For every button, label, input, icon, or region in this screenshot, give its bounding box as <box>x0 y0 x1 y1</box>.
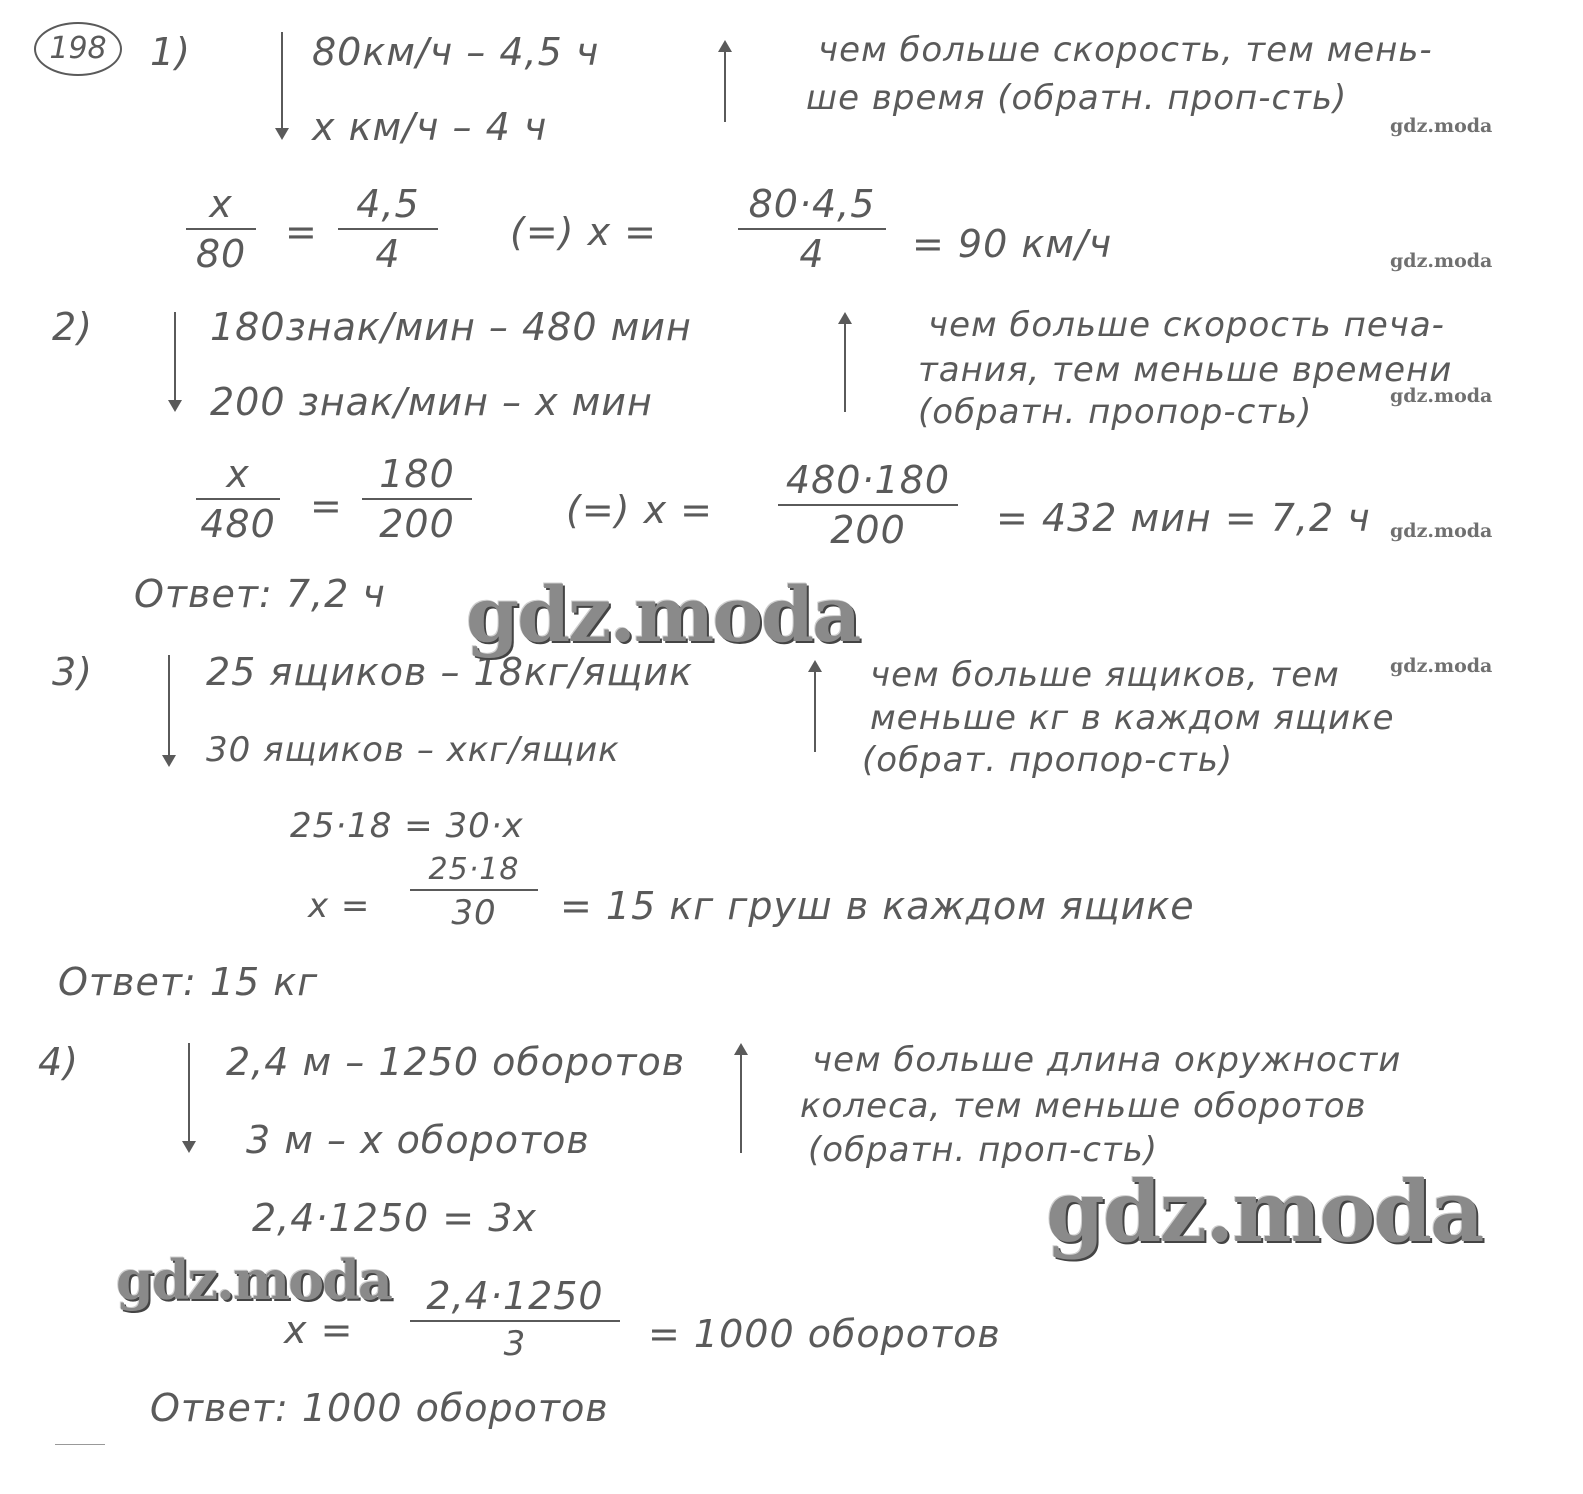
problem-number-badge: 198 <box>34 22 122 76</box>
part-2-row-1: 180знак/мин – 480 мин <box>210 305 692 349</box>
watermark-large: gdz.moda <box>466 570 860 659</box>
part-1-iff: (=) х = <box>510 210 657 254</box>
part-3-note-line-1: чем больше ящиков, тем <box>870 655 1340 695</box>
part-2-fraction-mid: 180 200 <box>362 452 472 546</box>
part-2-note-line-3: (обратн. пропор-сть) <box>918 392 1313 432</box>
part-3-answer: Ответ: 15 кг <box>58 960 319 1004</box>
part-4-answer: Ответ: 1000 оборотов <box>150 1386 609 1430</box>
divider <box>55 1444 105 1445</box>
down-arrow-icon <box>182 1043 196 1153</box>
part-3-fraction-result: 25·18 30 <box>410 852 538 933</box>
part-1-label: 1) <box>150 30 192 74</box>
watermark-small: gdz.moda <box>1390 115 1493 137</box>
part-3-result: = 15 кг груш в каждом ящике <box>560 884 1195 928</box>
watermark-small: gdz.moda <box>1390 385 1493 407</box>
part-4-row-1: 2,4 м – 1250 оборотов <box>226 1040 686 1084</box>
part-2-iff: (=) х = <box>566 488 713 532</box>
part-2-note-line-2: тания, тем меньше времени <box>918 350 1453 390</box>
down-arrow-icon <box>162 655 176 767</box>
part-2-note-line-1: чем больше скорость печа- <box>928 305 1445 345</box>
part-4-result: = 1000 оборотов <box>648 1312 1001 1356</box>
part-3-row-2: 30 ящиков – хкг/ящик <box>206 730 620 770</box>
part-1-note-line-1: чем больше скорость, тем мень- <box>818 30 1433 70</box>
part-2-fraction-result: 480·180 200 <box>778 458 958 552</box>
part-1-fraction-lhs: х 80 <box>186 182 256 276</box>
equals-sign: = <box>285 210 318 254</box>
part-1-row-1: 80км/ч – 4,5 ч <box>312 30 600 74</box>
equals-sign: = <box>310 484 343 528</box>
part-3-note-line-3: (обрат. пропор-сть) <box>862 740 1234 780</box>
part-4-x-prefix: х = <box>284 1308 354 1352</box>
up-arrow-icon <box>808 660 822 752</box>
part-1-fraction-mid: 4,5 4 <box>338 182 438 276</box>
part-1-result: = 90 км/ч <box>912 222 1113 266</box>
part-4-note-line-2: колеса, тем меньше оборотов <box>800 1086 1367 1126</box>
watermark-small: gdz.moda <box>1390 655 1493 677</box>
part-3-row-1: 25 ящиков – 18кг/ящик <box>206 650 693 694</box>
part-2-result: = 432 мин = 7,2 ч <box>996 496 1371 540</box>
watermark-small: gdz.moda <box>1390 520 1493 542</box>
part-4-fraction-result: 2,4·1250 3 <box>410 1274 620 1364</box>
part-4-equation: 2,4·1250 = 3х <box>252 1196 537 1240</box>
part-2-row-2: 200 знак/мин – х мин <box>210 380 653 424</box>
part-2-answer: Ответ: 7,2 ч <box>134 572 386 616</box>
part-3-note-line-2: меньше кг в каждом ящике <box>870 698 1395 738</box>
part-4-row-2: 3 м – х оборотов <box>246 1118 590 1162</box>
part-1-note-line-2: ше время (обратн. проп-сть) <box>806 78 1348 118</box>
part-4-note-line-1: чем больше длина окружности <box>812 1040 1402 1080</box>
watermark-large: gdz.moda <box>116 1248 391 1312</box>
up-arrow-icon <box>734 1043 748 1153</box>
up-arrow-icon <box>838 312 852 412</box>
part-2-fraction-lhs: х 480 <box>196 452 280 546</box>
watermark-small: gdz.moda <box>1390 250 1493 272</box>
part-4-label: 4) <box>38 1040 80 1084</box>
down-arrow-icon <box>275 32 289 140</box>
up-arrow-icon <box>718 40 732 122</box>
part-3-x-prefix: х = <box>308 886 371 926</box>
part-3-equation: 25·18 = 30·х <box>290 806 524 846</box>
part-1-fraction-result: 80·4,5 4 <box>738 182 886 276</box>
watermark-large: gdz.moda <box>1046 1162 1483 1261</box>
part-4-note-line-3: (обратн. проп-сть) <box>808 1130 1159 1170</box>
part-3-label: 3) <box>52 650 94 694</box>
down-arrow-icon <box>168 312 182 412</box>
part-2-label: 2) <box>52 305 94 349</box>
part-1-row-2: х км/ч – 4 ч <box>312 105 548 149</box>
